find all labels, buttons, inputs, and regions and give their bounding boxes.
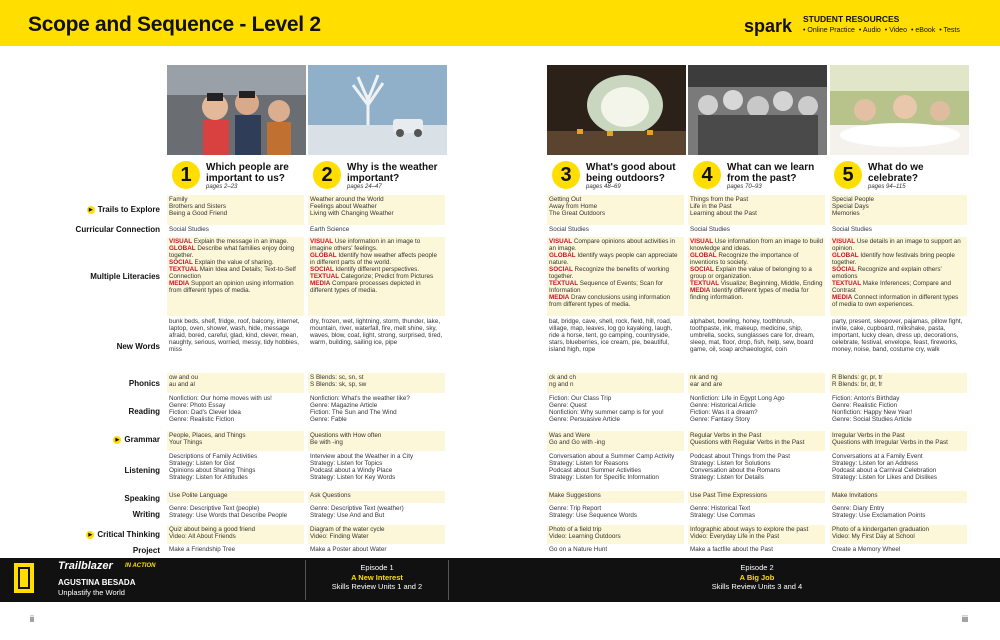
cell-line: R Blends: br, dr, fr [832,381,883,388]
cell-text: party, present, sleepover, pajamas, pillow fight, invite, cake, cupboard, milkshake, pasta, important, lucky clean, dress up, decorations, celebrate, festival, envelope, feast, fireworks, money, noise, band, costume cry, walk [832,318,963,353]
cell-line: Fiction: Our Class Trip [549,395,612,402]
student-resources-list [803,27,964,34]
literacy-text: Main Idea and Details; Text-to-Self Connection [169,266,296,280]
cell-line: Strategy: Listen for Attitudes [169,474,248,481]
cell-literacies [830,237,967,316]
cell-line: Feelings about Weather [310,203,377,210]
row-label-curricular: Curricular Connection [75,225,160,234]
unit-question: What do we celebrate? [868,162,924,184]
cell-line: Strategy: Listen for Details [690,474,764,481]
literacy-key: SOCIAL [169,259,193,266]
cell-speaking: Use Polite Language [167,491,304,503]
unit-1-photo [167,65,306,155]
cell-curricular: Social Studies [832,226,872,233]
literacy-text: Compare opinions about activities in an image. [549,238,675,252]
cell-curricular: Social Studies [169,226,209,233]
literacy-key: SOCIAL [310,266,334,273]
cell-text: dry, frozen, wet, lightning, storm, thunder, lake, mountain, river, waterfall, fire, melt shine, sky, waves, blow, coat, light, strong, surprised, tired, warm, building, sailing ice, pipe [310,318,443,346]
literacy-key: GLOBAL [169,245,196,252]
cell-grammar [830,431,967,451]
cell-line: Fiction: Was it a dream? [690,409,758,416]
literacy-text: Describe what families enjoy doing together. [169,245,295,259]
cell-line: Questions with Regular Verbs in the Past [690,439,805,446]
cell-line: Quiz about being a good friend [169,526,256,533]
cell-listening [688,452,825,490]
cell-line: Photo of a kindergarten graduation [832,526,929,533]
cell-line: Descriptions of Family Activities [169,453,258,460]
cell-line: Nonfiction: Happy New Year! [832,409,913,416]
literacy-key: TEXTUAL [832,280,862,287]
cell-grammar [688,431,825,451]
row-label-project: Project [132,546,160,555]
literacy-text: Explain the value of belonging to a group or organization. [690,266,812,280]
unit-number-badge: 4 [693,161,721,189]
cell-speaking: Make Invitations [830,491,967,503]
cell-line: Fiction: The Sun and The Wind [310,409,397,416]
cell-grammar [308,431,445,451]
literacy-key: VISUAL [549,238,573,245]
cell-grammar [167,431,304,451]
cell-words [830,317,967,372]
episode-title: A Big Job [739,572,775,582]
unit-pages: pages 2–23 [206,184,238,190]
cell-line: Strategy: Listen for Likes and Dislikes [832,474,937,481]
episode-1[interactable] [302,563,452,592]
cell-line: Genre: Fantasy Story [690,416,750,423]
unit-5-photo [830,65,969,155]
literacy-key: GLOBAL [832,252,859,259]
cell-line: Genre: Trip Report [549,505,602,512]
cell-speaking: Ask Questions [308,491,445,503]
trailblazer-person: AGUSTINA BESADA [58,578,136,587]
literacy-item [549,280,682,294]
literacy-item [549,238,682,252]
literacy-text: Draw conclusions using information from different types of media. [549,294,671,308]
cell-line: Interview about the Weather in a City [310,453,414,460]
cell-phonics [308,373,445,393]
cell-phonics [688,373,825,393]
cell-project: Go on a Nature Hunt [549,546,608,553]
cell-speaking: Use Past Time Expressions [688,491,825,503]
unit-5-header [830,160,969,196]
cell-line: Genre: Historical Article [690,402,756,409]
literacy-text: Make Inferences; Compare and Contrast [832,280,951,294]
cell-line: Things from the Past [690,196,749,203]
cell-line: Podcast about Summer Activities [549,467,642,474]
unit-question: What's good about being outdoors? [586,162,676,184]
cell-line: Strategy: Use Words that Describe People [169,512,288,519]
cell-line: Genre: Descriptive Text (weather) [310,505,404,512]
cell-words [688,317,825,372]
cell-curricular: Social Studies [549,226,589,233]
cell-line: Life in the Past [690,203,732,210]
literacy-item [549,252,682,266]
unit-2-photo [308,65,447,155]
trailblazer-title: Trailblazer [58,560,113,572]
unit-question: Why is the weather important? [347,162,438,184]
trailblazer-topic: Unplastify the World [58,588,125,597]
cell-line: ng and n [549,381,574,388]
cell-project: Make a Friendship Tree [169,546,236,553]
page-number-left: ii [30,614,34,624]
cell-reading [308,394,445,430]
literacy-key: GLOBAL [310,252,337,259]
cell-line: Genre: Realistic Fiction [169,416,235,423]
cell-line: Conversation about the Romans [690,467,781,474]
literacy-text: Support an opinion using information from different types of media. [169,280,294,294]
cell-line: Conversations at a Family Event [832,453,923,460]
cell-literacies [167,237,304,316]
row-label-grammar[interactable]: ▶ Grammar [10,435,160,444]
literacy-text: Use details in an image to support an opinion. [832,238,961,252]
cell-words [308,317,445,372]
cell-line: Strategy: Use Exclamation Points [832,512,926,519]
literacy-item [832,294,965,308]
episode-number: Episode 1 [360,563,394,572]
cell-critical [167,525,304,544]
spark-logo: spark [744,16,793,36]
cell-line: Genre: Magazine Article [310,402,378,409]
cell-reading [688,394,825,430]
cell-line: Genre: Quest [549,402,587,409]
cell-writing [167,504,304,524]
cell-speaking: Make Suggestions [547,491,684,503]
literacy-item [310,280,443,294]
row-label-trails[interactable]: ▶ Trails to Explore [10,205,160,214]
page-title: Scope and Sequence - Level 2 [28,13,321,36]
resource-tests[interactable]: • Tests [939,27,960,34]
cell-line: Genre: Persuasive Article [549,416,621,423]
literacy-item [310,266,443,273]
unit-number-badge: 5 [834,161,862,189]
row-label-new-words: New Words [116,342,160,351]
literacy-key: MEDIA [832,294,853,301]
literacy-key: SOCIAL [549,266,573,273]
row-label-writing: Writing [132,510,160,519]
cell-line: Questions with Irregular Verbs in the Past [832,439,948,446]
cell-line: Strategy: Use And and But [310,512,385,519]
literacy-text: Connect information in different types of media to own experiences. [832,294,959,308]
literacy-key: SOCIAL [690,266,714,273]
cell-reading [167,394,304,430]
literacy-key: GLOBAL [549,252,576,259]
literacy-item [169,266,302,280]
cell-line: Memories [832,210,860,217]
cell-trails [688,195,825,225]
cell-line: Brothers and Sisters [169,203,227,210]
literacy-item [310,238,443,252]
cell-listening [830,452,967,490]
cell-listening [167,452,304,490]
cell-line: Video: Learning Outdoors [549,533,621,540]
cell-line: Genre: Social Studies Article [832,416,912,423]
literacy-item [549,266,682,280]
cell-line: Diagram of the water cycle [310,526,385,533]
literacy-text: Identify different perspectives. [333,266,420,273]
literacy-key: TEXTUAL [310,273,340,280]
unit-3-photo [547,65,686,155]
cell-line: Genre: Historical Text [690,505,751,512]
national-geographic-logo-icon [14,563,34,593]
unit-number-badge: 3 [552,161,580,189]
episode-number: Episode 2 [740,563,774,572]
cell-line: Special People [832,196,875,203]
cell-line: S Blends: sk, sp, sw [310,381,367,388]
episode-title: A New Interest [351,572,403,582]
cell-trails [547,195,684,225]
cell-line: Fiction: Dad's Clever Idea [169,409,241,416]
literacy-text: Explain the message in an image. [192,238,289,245]
resource-ebook[interactable]: • eBook [910,27,936,34]
cell-line: ear and are [690,381,723,388]
literacy-text: Categorize; Predict from Pictures [339,273,434,280]
unit-1-header [168,160,307,196]
literacy-item [690,287,823,301]
episode-review: Skills Review Units 1 and 2 [331,582,423,591]
literacy-text: Recognize the benefits of working together. [549,266,670,280]
cell-trails [308,195,445,225]
cell-phonics [167,373,304,393]
literacy-text: Compare processes depicted in different types of media. [310,280,421,294]
cell-line: ck and ch [549,374,576,381]
cell-line: Away from Home [549,203,598,210]
literacy-key: TEXTUAL [690,280,720,287]
literacy-key: SOCIAL [832,266,856,273]
cell-line: Living with Changing Weather [310,210,394,217]
literacy-item [169,259,302,266]
cell-grammar [547,431,684,451]
resource-online-practice[interactable]: • Online Practice [803,27,855,34]
cell-line: Video: All About Friends [169,533,236,540]
literacy-item [169,245,302,259]
row-label-listening: Listening [124,466,160,475]
cell-line: Strategy: Listen for Specific Information [549,474,659,481]
resource-audio[interactable]: • Audio [858,27,881,34]
cell-line: Regular Verbs in the Past [690,432,762,439]
literacy-item [169,280,302,294]
cell-writing [830,504,967,524]
literacy-item [690,266,823,280]
episode-review: Skills Review Units 3 and 4 [711,582,803,591]
cell-critical [547,525,684,544]
cell-line: R Blends: gr, pr, tr [832,374,883,381]
cell-line: Being a Good Friend [169,210,228,217]
cell-line: Go and Go with -ing [549,439,606,446]
cell-line: Strategy: Use Sequence Words [549,512,638,519]
literacy-item [549,294,682,308]
literacy-key: MEDIA [169,280,190,287]
literacy-item [832,266,965,280]
cell-line: Be with -ing [310,439,343,446]
literacy-item [832,252,965,266]
arrow-bullet-icon: ▶ [86,531,94,539]
literacy-key: TEXTUAL [169,266,199,273]
cell-line: Infographic about ways to explore the past [690,526,809,533]
cell-line: au and al [169,381,195,388]
literacy-text: Identify different types of media for finding information. [690,287,809,301]
cell-line: Genre: Diary Entry [832,505,885,512]
literacy-text: Recognize the importance of inventions to society. [690,252,799,266]
literacy-text: Use information from an image to build knowledge and ideas. [690,238,823,252]
cell-writing [688,504,825,524]
literacy-item [169,238,302,245]
cell-line: Nonfiction: Our home moves with us! [169,395,272,402]
cell-line: Nonfiction: What's the weather like? [310,395,410,402]
literacy-item [690,280,823,287]
literacy-item [310,273,443,280]
cell-line: Fiction: Anton's Birthday [832,395,900,402]
cell-reading [547,394,684,430]
cell-literacies [547,237,684,316]
cell-literacies [688,237,825,316]
literacy-text: Identify ways people can appreciate nature. [549,252,678,266]
cell-writing [547,504,684,524]
cell-line: S Blends: sc, sn, st [310,374,364,381]
cell-critical [688,525,825,544]
cell-listening [308,452,445,490]
cell-writing [308,504,445,524]
cell-line: Podcast about a Carnival Celebration [832,467,937,474]
cell-project: Make a factfile about the Past [690,546,773,553]
literacy-text: Visualize; Beginning, Middle, Ending [719,280,823,287]
cell-critical [308,525,445,544]
cell-line: The Great Outdoors [549,210,605,217]
cell-line: Strategy: Listen for Gist [169,460,235,467]
unit-4-header [689,160,828,196]
episode-2[interactable] [682,563,832,592]
cell-line: Special Days [832,203,869,210]
cell-listening [547,452,684,490]
literacy-item [832,238,965,252]
arrow-bullet-icon: ▶ [113,436,121,444]
page-number-right: iii [962,614,968,624]
unit-question: What can we learn from the past? [727,162,815,184]
resource-video[interactable]: • Video [884,27,907,34]
literacy-key: GLOBAL [690,252,717,259]
literacy-key: VISUAL [169,238,193,245]
cell-line: Strategy: Listen for an Address [832,460,919,467]
cell-line: Strategy: Listen for Solutions [690,460,771,467]
cell-line: Genre: Realistic Fiction [832,402,898,409]
cell-line: Opinions about Sharing Things [169,467,256,474]
cell-line: Strategy: Listen for Reasons [549,460,629,467]
cell-line: ow and ou [169,374,199,381]
literacy-text: Explain the value of sharing. [192,259,274,266]
cell-text: bat, bridge, cave, shell, rock, field, hill, road, village, map, leaves, log go kayaking, laugh, ride a horse, tent, go camping, countryside, stars, blueberries, ice cream, pie, beautiful, island high, rope [549,318,673,353]
cell-line: Video: Finding Water [310,533,369,540]
cell-line: Nonfiction: Why summer camp is for you! [549,409,664,416]
cell-trails [167,195,304,225]
unit-number-badge: 2 [313,161,341,189]
cell-text: bunk beds, shelf, fridge, roof, balcony, internet, laptop, oven, shower, wash, hide, message afraid, bored, careful, glad, kind, clever, mean, naughty, serious, worried, messy, tidy hobbies, miss [169,318,300,353]
literacy-text: Identify how weather affects people in different parts of the world. [310,252,437,266]
cell-project: Create a Memory Wheel [832,546,901,553]
unit-pages: pages 24–47 [347,184,382,190]
cell-line: Genre: Photo Essay [169,402,226,409]
student-resources-title: STUDENT RESOURCES [803,14,900,24]
unit-4-photo [688,65,827,155]
unit-3-header [548,160,687,196]
arrow-bullet-icon: ▶ [87,206,95,214]
literacy-item [310,252,443,266]
cell-phonics [830,373,967,393]
literacy-item [690,238,823,252]
cell-literacies [308,237,445,316]
unit-pages: pages 48–69 [586,184,621,190]
row-label-phonics: Phonics [128,379,160,388]
cell-line: nk and ng [690,374,718,381]
cell-line: Questions with How often [310,432,382,439]
literacy-key: MEDIA [549,294,570,301]
cell-line: Family [169,196,188,203]
cell-words [167,317,304,372]
cell-line: Irregular Verbs in the Past [832,432,905,439]
literacy-key: MEDIA [690,287,711,294]
cell-line: Nonfiction: Life in Egypt Long Ago [690,395,785,402]
cell-line: Strategy: Use Commas [690,512,756,519]
unit-2-header [309,160,448,196]
cell-line: Podcast about Things from the Past [690,453,790,460]
literacy-item [832,280,965,294]
cell-line: Photo of a field trip [549,526,602,533]
row-label-literacies: Multiple Literacies [90,272,160,281]
cell-words [547,317,684,372]
cell-line: Was and Were [549,432,591,439]
cell-line: People, Places, and Things [169,432,246,439]
cell-phonics [547,373,684,393]
literacy-key: TEXTUAL [549,280,579,287]
unit-number-badge: 1 [172,161,200,189]
cell-curricular: Social Studies [690,226,730,233]
literacy-item [690,252,823,266]
cell-reading [830,394,967,430]
unit-pages: pages 94–115 [868,184,906,190]
literacy-key: VISUAL [310,238,334,245]
cell-line: Learning about the Past [690,210,757,217]
in-action-tag: IN ACTION [125,563,156,569]
unit-pages: pages 70–93 [727,184,762,190]
row-label-reading: Reading [128,407,160,416]
cell-line: Video: Everyday Life in the Past [690,533,780,540]
cell-text: alphabet, bowling, honey, toothbrush, toothpaste, ink, makeup, medicine, ship, umbrella, socks, sunglasses care for, dream, sleep, mat, floor, drop, fish, help, sew, board game, oil, soap archaeologist, coin [690,318,815,353]
cell-line: Video: My First Day at School [832,533,915,540]
row-label-critical-thinking[interactable]: ▶ Critical Thinking [10,530,160,539]
cell-trails [830,195,967,225]
cell-line: Weather around the World [310,196,384,203]
literacy-key: VISUAL [832,238,856,245]
cell-critical [830,525,967,544]
literacy-text: Sequence of Events; Scan for Information [549,280,664,294]
literacy-text: Use information in an image to imagine others' feelings. [310,238,421,252]
cell-line: Strategy: Listen for Topics [310,460,383,467]
cell-line: Podcast about a Windy Place [310,467,393,474]
cell-line: Your Things [169,439,203,446]
row-label-speaking: Speaking [124,494,160,503]
unit-question: Which people are important to us? [206,162,289,184]
literacy-text: Recognize and explain others' emotions [832,266,942,280]
literacy-key: VISUAL [690,238,714,245]
literacy-text: Identify how festivals bring people together. [832,252,955,266]
cell-line: Conversation about a Summer Camp Activity [549,453,675,460]
cell-curricular: Earth Science [310,226,350,233]
cell-line: Genre: Descriptive Text (people) [169,505,260,512]
cell-line: Genre: Fable [310,416,347,423]
cell-line: Strategy: Listen for Key Words [310,474,396,481]
literacy-key: MEDIA [310,280,331,287]
cell-line: Getting Out [549,196,582,203]
cell-project: Make a Poster about Water [310,546,387,553]
